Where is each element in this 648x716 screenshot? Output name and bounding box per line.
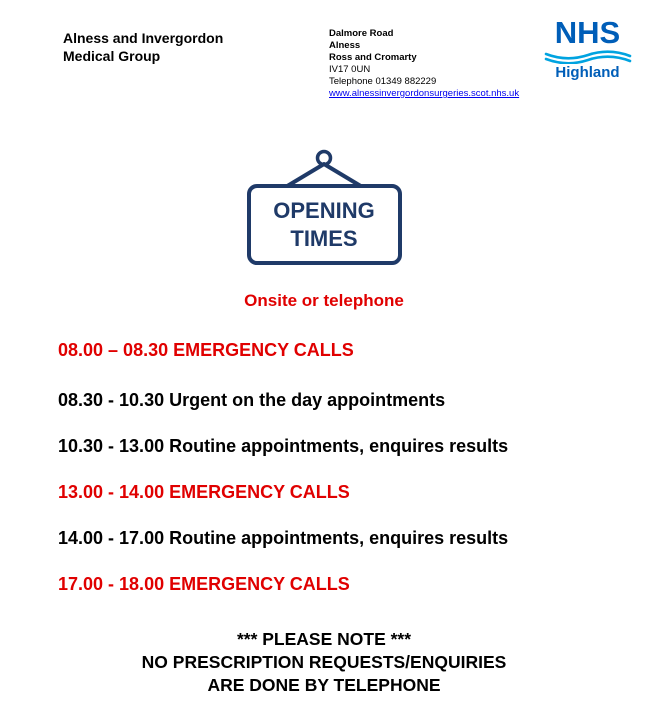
nhs-logo-region: Highland	[555, 64, 620, 81]
practice-name-line1: Alness and Invergordon	[63, 30, 224, 46]
wave-icon	[544, 50, 632, 64]
notice-line3: ARE DONE BY TELEPHONE	[207, 675, 441, 695]
schedule-row-5: 14.00 - 17.00 Routine appointments, enquires results	[58, 528, 509, 548]
notice-heading: *** PLEASE NOTE ***	[236, 629, 412, 649]
practice-address	[329, 28, 519, 100]
nhs-logo-text: NHS	[554, 15, 621, 50]
address-street: Dalmore Road	[329, 28, 394, 39]
schedule-row-3: 10.30 - 13.00 Routine appointments, enquires results	[58, 436, 509, 456]
schedule-row-1: 08.00 – 08.30 EMERGENCY CALLS	[58, 340, 354, 360]
schedule-row-6: 17.00 - 18.00 EMERGENCY CALLS	[58, 574, 350, 594]
opening-times-sign-icon	[246, 148, 404, 266]
schedule-row-4: 13.00 - 14.00 EMERGENCY CALLS	[58, 482, 350, 502]
sign-line2: TIMES	[290, 226, 358, 251]
address-county: Ross and Cromarty	[329, 52, 417, 63]
schedule-row-2: 08.30 - 10.30 Urgent on the day appointments	[58, 390, 446, 410]
address-postcode: IV17 0UN	[329, 64, 371, 75]
address-telephone: Telephone 01349 882229	[329, 76, 437, 87]
practice-name-line2: Medical Group	[63, 48, 161, 64]
subtitle: Onsite or telephone	[244, 291, 404, 310]
practice-name	[63, 29, 223, 65]
telephone-notice	[0, 628, 648, 697]
website-link[interactable]: www.alnessinvergordonsurgeries.scot.nhs.uk	[329, 88, 520, 99]
notice-line2: NO PRESCRIPTION REQUESTS/ENQUIRIES	[141, 652, 507, 672]
nhs-highland-logo	[540, 16, 635, 86]
sign-line1: OPENING	[273, 198, 375, 223]
address-town: Alness	[329, 40, 361, 51]
